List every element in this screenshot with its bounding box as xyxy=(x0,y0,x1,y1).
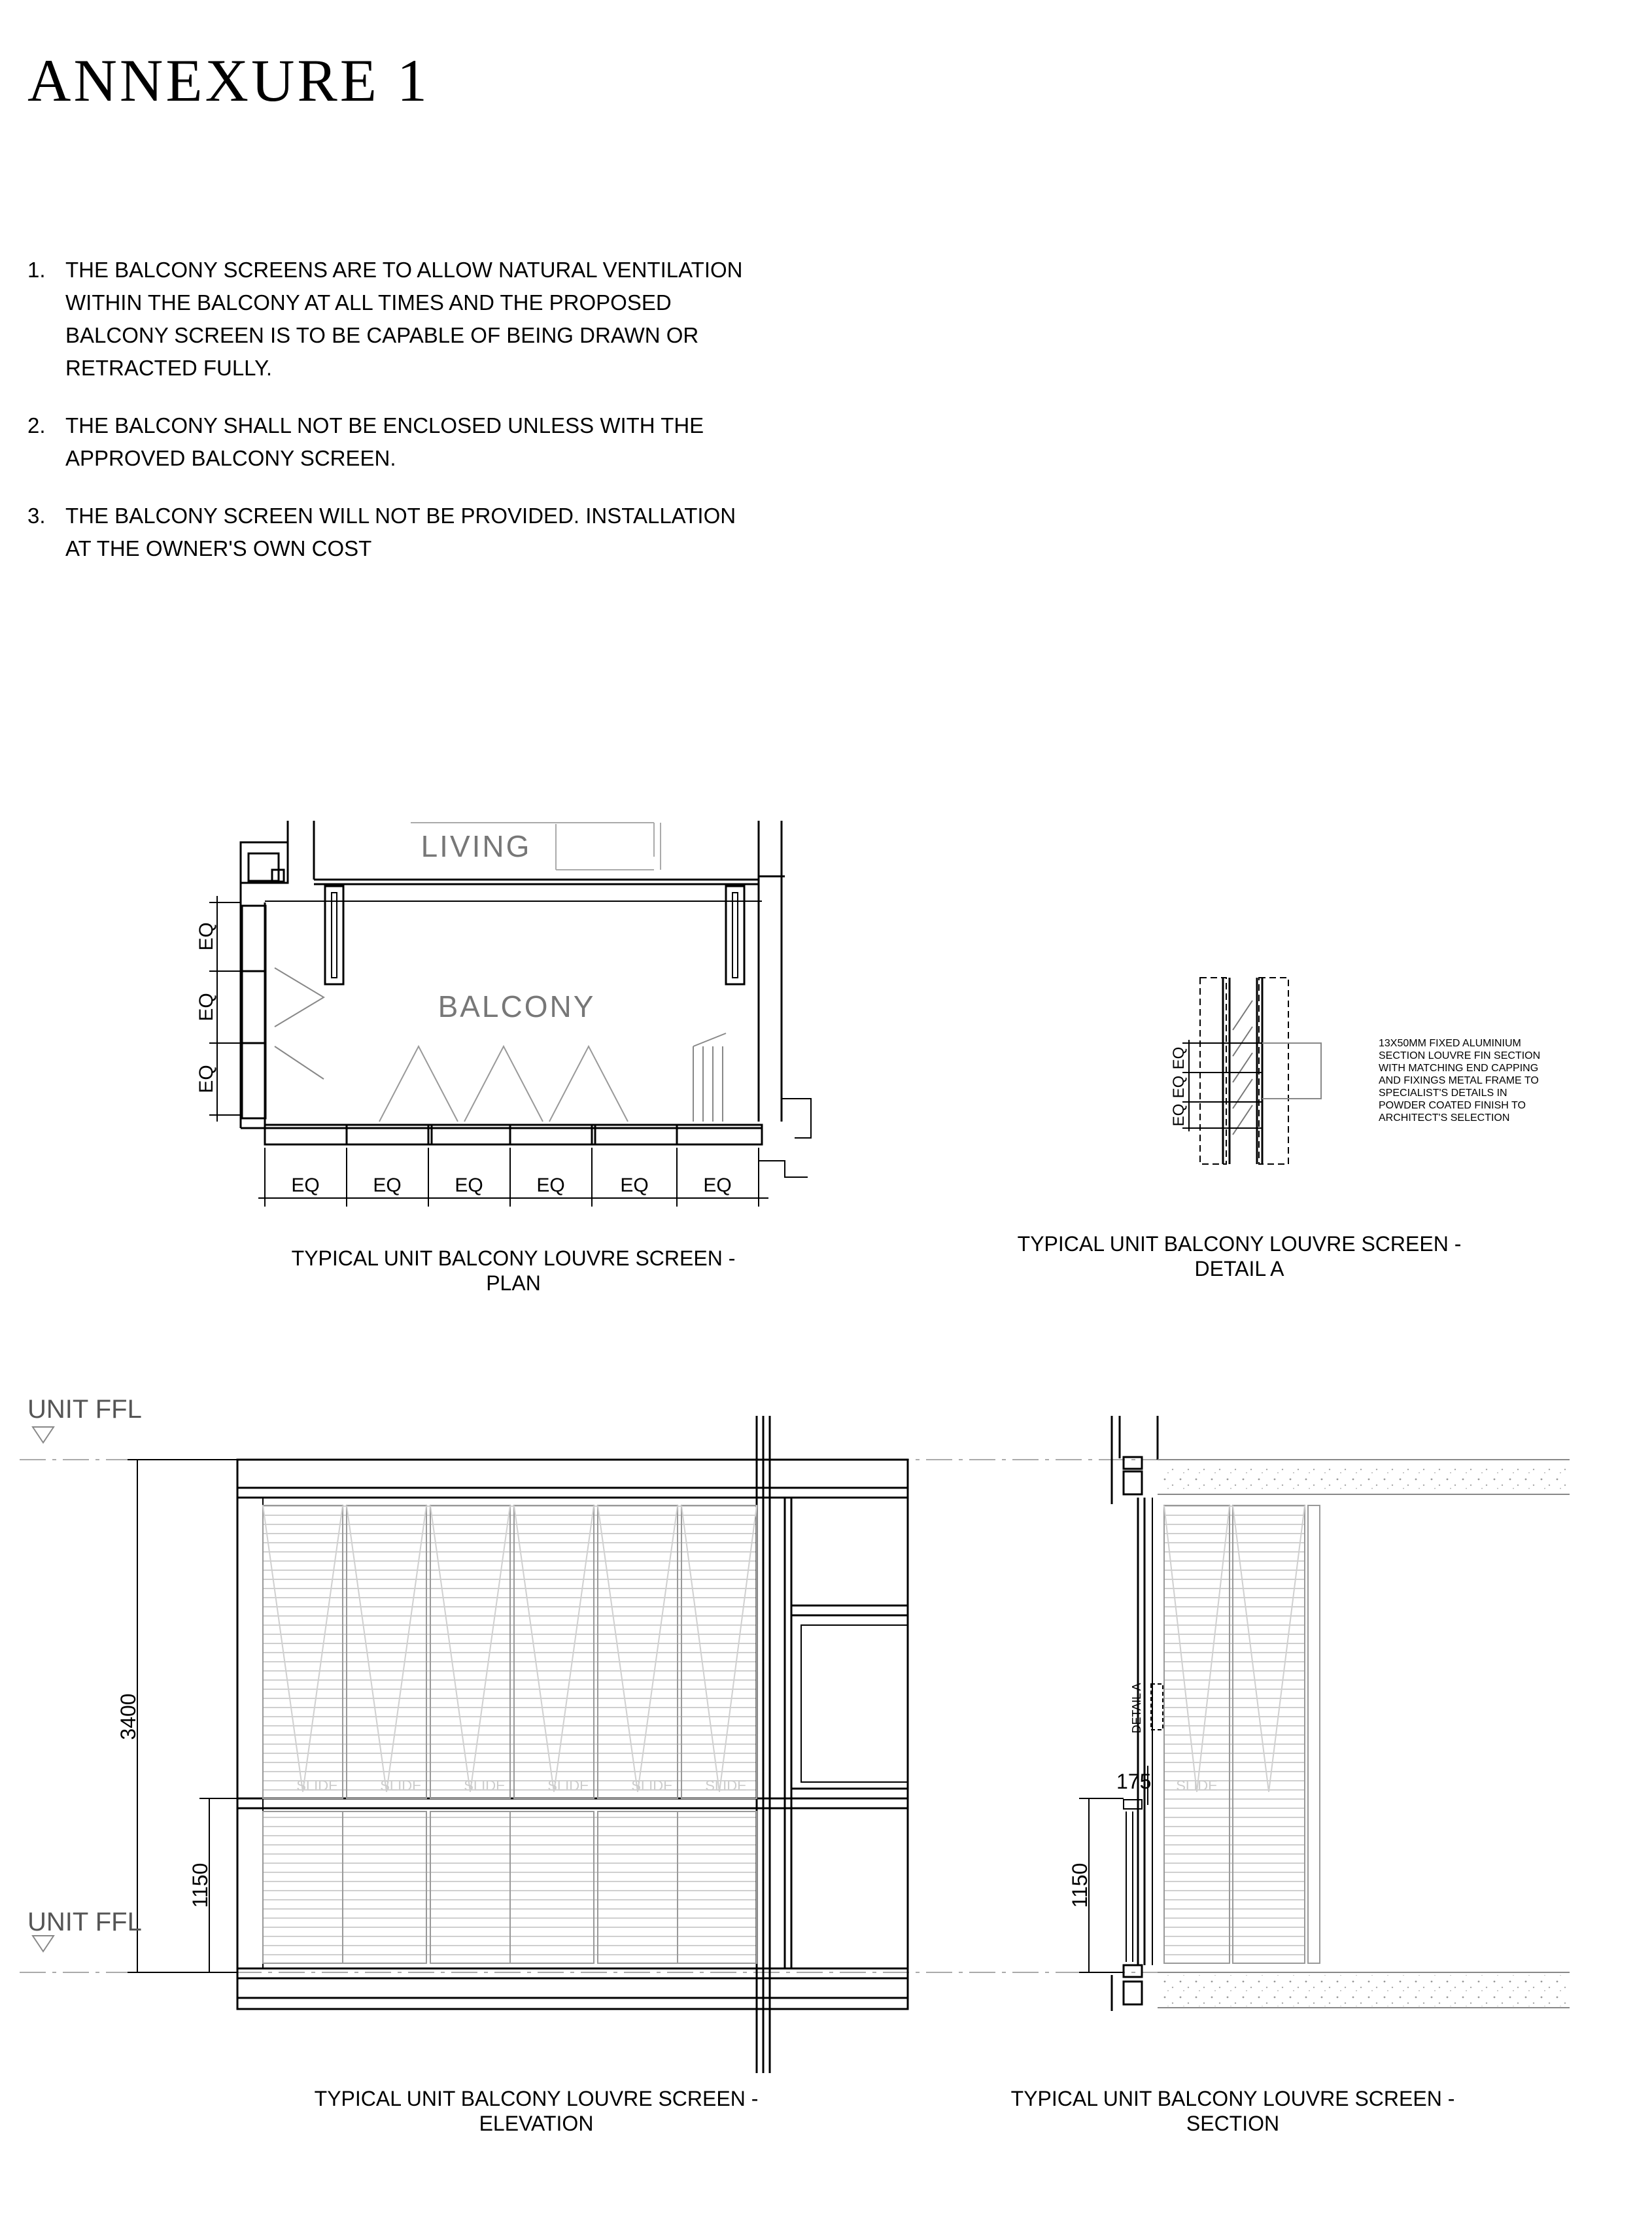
note-number: 1. xyxy=(27,258,46,282)
dim-3400-label: 3400 xyxy=(116,1693,140,1740)
detail-caption xyxy=(981,1231,1498,1281)
eq-label: EQ xyxy=(703,1175,732,1196)
caption-line: PLAN xyxy=(486,1271,541,1295)
elevation-caption xyxy=(278,2086,795,2136)
detail-eq-labels xyxy=(1170,1047,1188,1127)
note-number: 3. xyxy=(27,504,46,528)
eq-label: EQ xyxy=(373,1175,402,1196)
elevation-view xyxy=(20,1416,1570,2073)
detail-note-line: POWDER COATED FINISH TO xyxy=(1379,1100,1526,1111)
note-text: THE BALCONY SHALL NOT BE ENCLOSED UNLESS WITH THE APPROVED BALCONY SCREEN. xyxy=(65,413,704,470)
balcony-label: BALCONY xyxy=(438,989,596,1023)
caption-line: SECTION xyxy=(1186,2112,1280,2135)
section-caption xyxy=(974,2086,1491,2136)
caption-line: ELEVATION xyxy=(479,2112,594,2135)
section-slide-labels xyxy=(1176,1777,1218,1794)
detail-note-line: 13X50MM FIXED ALUMINIUM xyxy=(1379,1038,1521,1049)
eq-label: EQ xyxy=(1170,1103,1188,1127)
section-view xyxy=(1079,1416,1570,2011)
ffl-top-label: UNIT FFL xyxy=(27,1395,142,1424)
detail-note-line: AND FIXINGS METAL FRAME TO xyxy=(1379,1075,1539,1086)
detail-note-line: SECTION LOUVRE FIN SECTION xyxy=(1379,1050,1541,1061)
slide-label: SLIDE xyxy=(464,1777,506,1794)
detail-note-line: ARCHITECT'S SELECTION xyxy=(1379,1112,1510,1124)
detail-note-line: WITH MATCHING END CAPPING xyxy=(1379,1063,1539,1074)
note-text: THE BALCONY SCREENS ARE TO ALLOW NATURAL VENTILATION WITHIN THE BALCONY AT ALL TIMES AND THE PROPOSED BALCONY SCREEN IS TO BE CAPABLE OF BEING DRAWN OR RETRACTED FULLY. xyxy=(65,258,743,380)
detail-a-view xyxy=(1182,978,1321,1164)
detail-a-tag: DETAIL A xyxy=(1130,1683,1143,1734)
eq-label: EQ xyxy=(536,1175,565,1196)
plan-caption xyxy=(255,1246,772,1296)
dim-175-label: 175 xyxy=(1116,1770,1152,1793)
eq-label: EQ xyxy=(455,1175,483,1196)
caption-line: DETAIL A xyxy=(1194,1257,1284,1280)
plan-eq-labels xyxy=(196,922,732,1196)
slide-label: SLIDE xyxy=(705,1777,747,1794)
eq-label: EQ xyxy=(620,1175,649,1196)
eq-label: EQ xyxy=(291,1175,320,1196)
section-dim-1150-label: 1150 xyxy=(1068,1863,1092,1908)
slide-label: SLIDE xyxy=(547,1777,589,1794)
eq-label: EQ xyxy=(196,1065,217,1093)
caption-line: TYPICAL UNIT BALCONY LOUVRE SCREEN - xyxy=(1010,2087,1455,2110)
dim-1150-label: 1150 xyxy=(188,1863,212,1908)
note-text: THE BALCONY SCREEN WILL NOT BE PROVIDED. INSTALLATION AT THE OWNER'S OWN COST xyxy=(65,504,736,560)
caption-line: TYPICAL UNIT BALCONY LOUVRE SCREEN - xyxy=(291,1246,736,1270)
slide-label: SLIDE xyxy=(380,1777,422,1794)
eq-label: EQ xyxy=(196,993,217,1022)
page-title: ANNEXURE 1 xyxy=(27,47,430,114)
eq-label: EQ xyxy=(1170,1075,1188,1099)
slide-label: SLIDE xyxy=(631,1777,673,1794)
detail-note xyxy=(1379,1038,1540,1124)
caption-line: TYPICAL UNIT BALCONY LOUVRE SCREEN - xyxy=(1017,1232,1462,1256)
slide-label: SLIDE xyxy=(296,1777,338,1794)
caption-line: TYPICAL UNIT BALCONY LOUVRE SCREEN - xyxy=(314,2087,759,2110)
detail-note-line: SPECIALIST'S DETAILS IN xyxy=(1379,1088,1507,1099)
note-number: 2. xyxy=(27,413,46,438)
slide-label: SLIDE xyxy=(1176,1777,1218,1794)
eq-label: EQ xyxy=(1170,1046,1188,1070)
eq-label: EQ xyxy=(196,922,217,951)
living-label: LIVING xyxy=(421,829,532,863)
ffl-bottom-label: UNIT FFL xyxy=(27,1908,142,1936)
